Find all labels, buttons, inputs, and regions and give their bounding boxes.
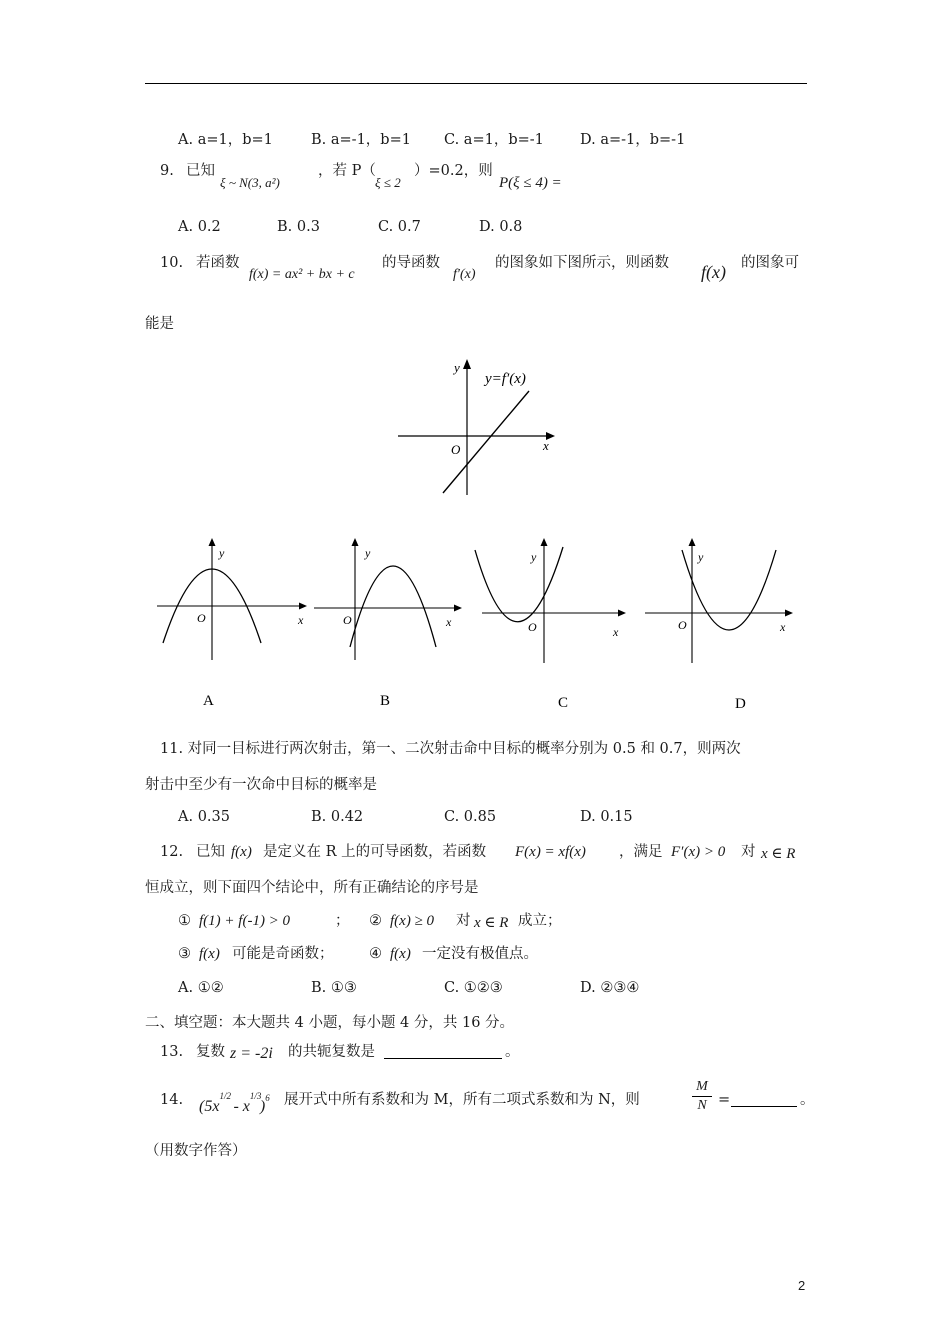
q12-option-a: A. ①② [178, 980, 224, 996]
q10-fx: f(x) [701, 262, 726, 282]
option-letter-c: C [558, 695, 569, 711]
q14-close: ) [259, 1098, 266, 1115]
label-x: x [298, 613, 304, 627]
label-o: O [451, 442, 461, 457]
x-axis-arrow [454, 605, 462, 612]
option-letter-d: D [735, 696, 746, 712]
label-x: x [780, 620, 786, 634]
q8-option-c: C. a=1，b=-1 [444, 132, 544, 148]
q12-statement-2-domain: x ∈ R [474, 915, 509, 931]
page-number: 2 [798, 1278, 806, 1293]
label-x: x [613, 625, 619, 639]
q9-condition: ξ ≤ 2 [375, 175, 401, 190]
q9-target: P(ξ ≤ 4) = [499, 175, 562, 191]
q12-option-b: B. ①③ [311, 980, 357, 996]
q12-text-3: ，满足 [619, 844, 663, 860]
q14-number: 14. [160, 1092, 184, 1108]
q14-numerator: M [692, 1078, 712, 1097]
q10-text-5: 能是 [145, 316, 174, 332]
q14-exp-2: 1/3 [249, 1091, 262, 1101]
q14-base-1: (5x [199, 1098, 220, 1115]
label-x: x [543, 438, 549, 453]
label-o: O [678, 618, 687, 632]
section-2-heading: 二、填空题：本大题共 4 小题，每小题 4 分，共 16 分。 [145, 1015, 515, 1031]
q11-option-c: C. 0.85 [444, 809, 497, 825]
q8-option-b: B. a=-1，b=1 [311, 132, 411, 148]
q12-number: 12. [160, 844, 184, 860]
q14-text-1: 展开式中所有系数和为 M，所有二项式系数和为 N，则 [284, 1092, 640, 1108]
y-axis-arrow [541, 538, 548, 546]
label-y: y [365, 546, 371, 560]
option-graph-a [155, 535, 315, 720]
q9-option-a: A. 0.2 [178, 219, 221, 235]
q11-line-2: 射击中至少有一次命中目标的概率是 [145, 777, 377, 793]
q10-derivative: f′(x) [453, 267, 476, 282]
y-axis-arrow [463, 359, 471, 369]
q13-number: 13. [160, 1044, 184, 1060]
label-x: x [446, 615, 452, 629]
q14-note: （用数字作答） [145, 1143, 247, 1159]
q12-statement-1-math: f(1) + f(-1) > 0 [199, 913, 291, 929]
q12-fx: f(x) [231, 844, 252, 860]
q12-statement-2-text: 对 [456, 913, 471, 929]
q12-statement-4-text: 一定没有极值点。 [422, 946, 538, 962]
label-o: O [528, 620, 537, 634]
q14-power: 6 [265, 1093, 270, 1103]
q10-number: 10. [160, 255, 184, 271]
q12-text-1: 已知 [196, 844, 225, 860]
q9-distribution: ξ ~ N(3, a²) [220, 175, 280, 190]
q10-text-3: 的图象如下图所示，则函数 [495, 255, 669, 271]
q14-fraction [692, 1078, 712, 1115]
label-y: y [698, 550, 704, 564]
q9-option-b: B. 0.3 [277, 219, 320, 235]
q14-mid: - x [229, 1098, 250, 1115]
q12-line-2: 恒成立，则下面四个结论中，所有正确结论的序号是 [145, 880, 479, 896]
q8-option-a: A. a=1，b=1 [178, 132, 273, 148]
parabola-c [475, 547, 563, 622]
q11-option-d: D. 0.15 [580, 809, 633, 825]
q13-answer-blank[interactable] [384, 1044, 502, 1059]
q13-text-3: 。 [505, 1044, 520, 1060]
q14-exp-1: 1/2 [219, 1091, 231, 1101]
option-graph-b [310, 535, 470, 720]
q12-condition: F′(x) > 0 [671, 844, 726, 860]
q11-option-b: B. 0.42 [311, 809, 364, 825]
q10-text-2: 的导函数 [382, 255, 440, 271]
q12-statement-3-marker: ③ [178, 946, 191, 962]
parabola-d [682, 550, 776, 630]
q14-answer-blank[interactable] [731, 1092, 797, 1107]
q12-text-4: 对 [741, 844, 756, 860]
x-axis-arrow [299, 603, 307, 610]
q12-statement-4-marker: ④ [369, 946, 382, 962]
option-letter-a: A [203, 693, 214, 709]
option-graph-c [470, 535, 635, 720]
q10-function: f(x) = ax² + bx + c [249, 267, 355, 282]
q11-option-a: A. 0.35 [178, 809, 230, 825]
q14-text-2: = [718, 1092, 731, 1108]
q14-text-3: 。 [800, 1092, 815, 1108]
q12-domain: x ∈ R [761, 846, 796, 862]
q12-option-d: D. ②③④ [580, 980, 640, 996]
option-letter-b: B [380, 693, 391, 709]
q13-z: z = -2i [230, 1045, 273, 1062]
q9-text-3: ）=0.2，则 [414, 163, 493, 179]
label-fprime: y=f′(x) [485, 371, 526, 387]
q13-text-2: 的共轭复数是 [288, 1044, 375, 1060]
q9-text-1: 已知 [186, 163, 215, 179]
label-y: y [454, 360, 460, 375]
header-rule [145, 83, 807, 84]
q12-option-c: C. ①②③ [444, 980, 503, 996]
q12-statement-4-math: f(x) [390, 946, 411, 962]
q12-statement-1-marker: ① [178, 913, 191, 929]
q9-text-2: ，若 P（ [318, 163, 376, 179]
label-o: O [343, 613, 352, 627]
x-axis-arrow [618, 610, 626, 617]
q12-statement-1-end: ； [335, 913, 350, 929]
q10-text-1: 若函数 [196, 255, 240, 271]
x-axis-arrow [785, 610, 793, 617]
q14-denominator: N [697, 1098, 707, 1113]
q12-statement-3-text: 可能是奇函数； [232, 946, 334, 962]
q10-text-4: 的图象可 [741, 255, 799, 271]
q9-number: 9. [160, 163, 174, 179]
q13-text-1: 复数 [196, 1044, 225, 1060]
q9-option-c: C. 0.7 [378, 219, 421, 235]
q12-statement-2-marker: ② [369, 913, 382, 929]
label-y: y [531, 550, 537, 564]
q12-statement-3-math: f(x) [199, 946, 220, 962]
y-axis-arrow [209, 538, 216, 546]
q12-text-2: 是定义在 R 上的可导函数，若函数 [263, 844, 487, 860]
q8-option-d: D. a=-1，b=-1 [580, 132, 686, 148]
label-o: O [197, 611, 206, 625]
q9-option-d: D. 0.8 [479, 219, 523, 235]
q14-binomial [199, 1083, 270, 1122]
q12-statement-2-math: f(x) ≥ 0 [390, 913, 435, 929]
derivative-graph [395, 355, 565, 500]
label-y: y [219, 546, 225, 560]
y-axis-arrow [689, 538, 696, 546]
option-graph-d [640, 535, 805, 720]
y-axis-arrow [352, 538, 359, 546]
q12-statement-2-end: 成立； [518, 913, 562, 929]
q12-Fx: F(x) = xf(x) [515, 844, 586, 860]
q11-line-1: 11. 对同一目标进行两次射击，第一、二次射击命中目标的概率分别为 0.5 和 0.7，则两次 [160, 741, 741, 757]
parabola-b [350, 566, 436, 647]
